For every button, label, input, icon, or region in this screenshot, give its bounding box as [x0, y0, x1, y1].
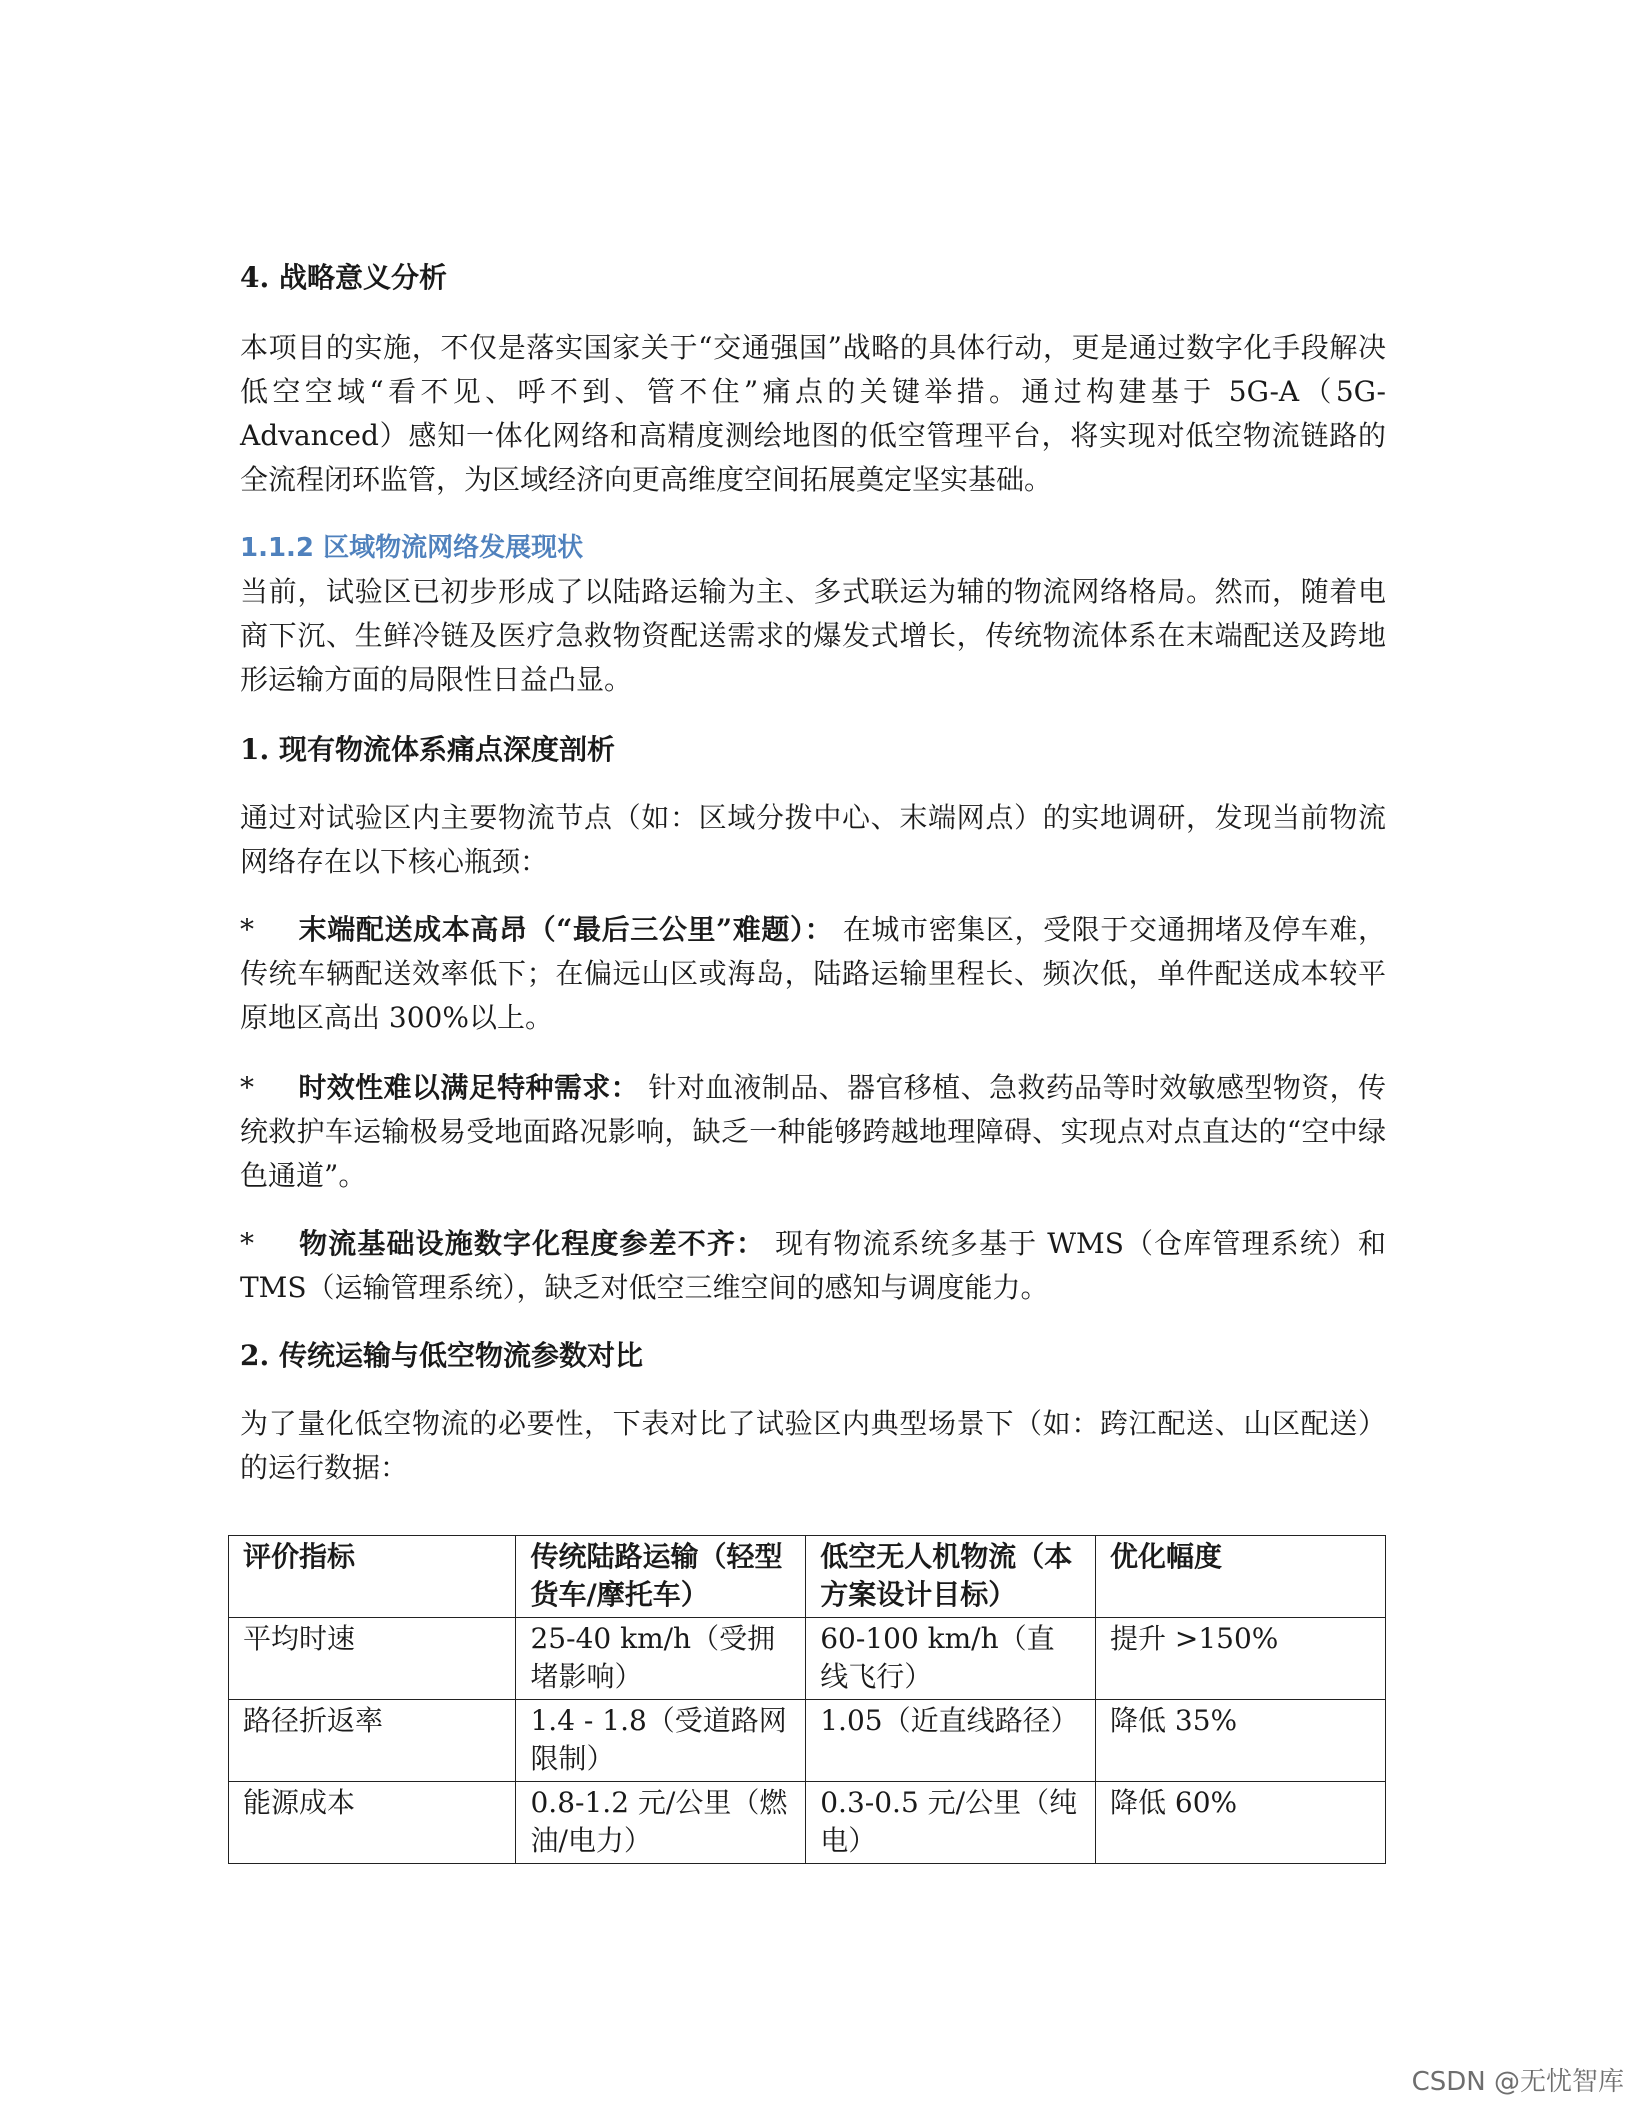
table-header-row — [229, 1536, 1386, 1618]
part1-intro-paragraph: 通过对试验区内主要物流节点（如：区域分拨中心、末端网点）的实地调研，发现当前物流网络存在以下核心瓶颈： — [240, 801, 1386, 878]
table-cell: 平均时速 — [229, 1618, 516, 1700]
bullet-title: 时效性难以满足特种需求： — [298, 1071, 640, 1104]
part1-heading-pain-points: 1. 现有物流体系痛点深度剖析 — [240, 733, 615, 766]
part2-intro-paragraph: 为了量化低空物流的必要性，下表对比了试验区内典型场景下（如：跨江配送、山区配送）的运行数据： — [240, 1407, 1386, 1484]
table-cell: 1.05（近直线路径） — [806, 1700, 1096, 1782]
table-cell: 1.4 - 1.8（受道路网限制） — [516, 1700, 806, 1782]
table-header-cell: 传统陆路运输（轻型货车/摩托车） — [516, 1536, 806, 1618]
regional-logistics-paragraph: 当前，试验区已初步形成了以陆路运输为主、多式联运为辅的物流网络格局。然而，随着电商下沉、生鲜冷链及医疗急救物资配送需求的爆发式增长，传统物流体系在末端配送及跨地形运输方面的局限性日益凸显。 — [240, 575, 1386, 696]
subsection-heading-regional-logistics: 1.1.2 区域物流网络发展现状 — [240, 533, 584, 563]
table-header-cell: 评价指标 — [229, 1536, 516, 1618]
table-row — [229, 1700, 1386, 1782]
bullet-timeliness — [240, 1066, 1386, 1198]
table-row — [229, 1618, 1386, 1700]
table-cell: 0.8-1.2 元/公里（燃油/电力） — [516, 1782, 806, 1864]
bullet-text: 针对血液制品、器官移植、急救药品等时效敏感型物资，传统救护车运输极易受地面路况影响，缺乏一种能够跨越地理障碍、实现点对点直达的“空中绿色通道”。 — [240, 1071, 1386, 1192]
table-cell: 提升 >150% — [1095, 1618, 1385, 1700]
strategic-significance-paragraph: 本项目的实施，不仅是落实国家关于“交通强国”战略的具体行动，更是通过数字化手段解决低空空域“看不见、呼不到、管不住”痛点的关键举措。通过构建基于 5G-A（5G-Advanced）感知一体化网络和高精度测绘地图的低空管理平台，将实现对低空物流链路的全流程闭环监管，为区域经济向更高维度空间拓展奠定坚实基础。 — [240, 331, 1386, 496]
table-row — [229, 1782, 1386, 1864]
bullet-marker: * — [240, 1071, 254, 1104]
table-header-cell: 优化幅度 — [1095, 1536, 1385, 1618]
csdn-watermark: CSDN @无忧智库 — [1411, 2067, 1624, 2097]
table-cell: 路径折返率 — [229, 1700, 516, 1782]
bullet-title: 末端配送成本高昂（“最后三公里”难题）： — [298, 913, 834, 946]
part2-heading-parameter-comparison: 2. 传统运输与低空物流参数对比 — [240, 1339, 643, 1372]
bullet-text: 在城市密集区，受限于交通拥堵及停车难，传统车辆配送效率低下；在偏远山区或海岛，陆路运输里程长、频次低，单件配送成本较平原地区高出 300%以上。 — [240, 913, 1386, 1034]
table-header-cell: 低空无人机物流（本方案设计目标） — [806, 1536, 1096, 1618]
bullet-marker: * — [240, 1227, 254, 1260]
table-cell: 降低 60% — [1095, 1782, 1385, 1864]
bullet-text: 现有物流系统多基于 WMS（仓库管理系统）和 TMS（运输管理系统），缺乏对低空三维空间的感知与调度能力。 — [240, 1227, 1386, 1304]
bullet-title: 物流基础设施数字化程度参差不齐： — [298, 1227, 766, 1260]
comparison-table — [228, 1535, 1386, 1864]
bullet-marker: * — [240, 913, 254, 946]
table-cell: 能源成本 — [229, 1782, 516, 1864]
bullet-last-mile-cost — [240, 908, 1386, 1040]
table-cell: 60-100 km/h（直线飞行） — [806, 1618, 1096, 1700]
bullet-digitalization — [240, 1222, 1386, 1310]
table-cell: 0.3-0.5 元/公里（纯电） — [806, 1782, 1096, 1864]
table-cell: 25-40 km/h（受拥堵影响） — [516, 1618, 806, 1700]
table-cell: 降低 35% — [1095, 1700, 1385, 1782]
section-heading-strategic-significance: 4. 战略意义分析 — [240, 261, 447, 294]
